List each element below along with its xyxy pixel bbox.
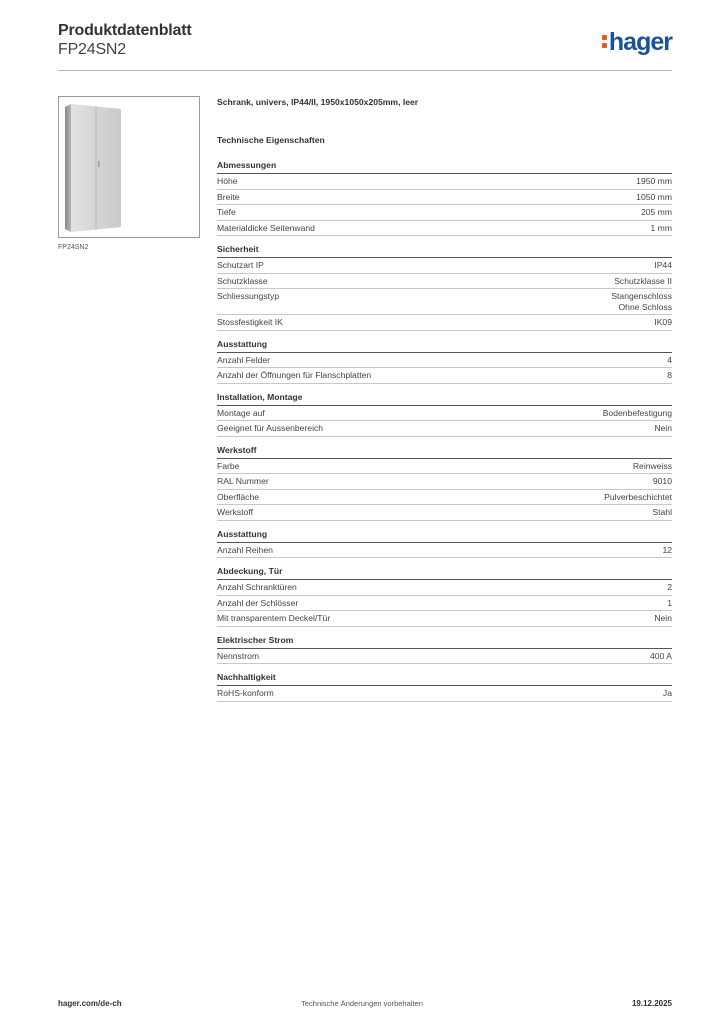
property-value-line: 1950 mm <box>636 176 672 186</box>
section-title: Sicherheit <box>217 244 672 258</box>
property-value <box>653 476 672 487</box>
property-value-line: Nein <box>654 613 672 623</box>
property-row <box>217 190 672 206</box>
property-value <box>641 207 672 218</box>
property-value <box>654 423 672 434</box>
property-value <box>667 582 672 593</box>
property-row <box>217 368 672 384</box>
footer-website: hager.com/de-ch <box>58 999 122 1008</box>
property-value-line: IP44 <box>654 260 672 270</box>
property-value <box>663 688 672 699</box>
property-row <box>217 315 672 331</box>
property-row <box>217 258 672 274</box>
property-value-line: 1 mm <box>650 222 672 233</box>
property-value <box>652 507 672 518</box>
section-title: Nachhaltigkeit <box>217 672 672 686</box>
property-label: RoHS-konform <box>217 688 274 698</box>
property-label: Breite <box>217 191 240 202</box>
property-section <box>217 445 672 521</box>
property-value <box>662 545 672 556</box>
property-label: RAL Nummer <box>217 476 269 486</box>
property-sections <box>217 160 672 702</box>
property-value <box>654 613 672 624</box>
property-value-line: Schutzklasse II <box>614 275 672 286</box>
property-value <box>654 317 672 328</box>
property-label: Schliessungstyp <box>217 291 280 301</box>
property-value <box>614 276 672 287</box>
property-value-line: Stangenschloss <box>611 291 672 301</box>
hager-logo <box>602 28 672 57</box>
property-section <box>217 529 672 559</box>
property-value-line: 12 <box>662 544 672 555</box>
property-value <box>651 223 672 234</box>
property-label: Werkstoff <box>217 507 253 517</box>
property-value <box>667 355 672 366</box>
property-row <box>217 686 672 702</box>
property-value <box>611 291 672 312</box>
property-value <box>667 598 672 609</box>
technical-properties-title: Technische Eigenschaften <box>217 135 325 145</box>
property-label: Stossfestigkeit IK <box>217 317 283 327</box>
property-row <box>217 580 672 596</box>
section-title: Ausstattung <box>217 529 672 543</box>
product-details <box>217 97 672 710</box>
property-value-line: 400 A <box>650 650 672 661</box>
section-title: Ausstattung <box>217 339 672 353</box>
property-section <box>217 244 672 331</box>
section-title: Elektrischer Strom <box>217 635 672 649</box>
property-value-line: 4 <box>667 354 672 365</box>
property-value-line: 1 <box>667 597 672 608</box>
property-label: Tiefe <box>217 207 236 217</box>
property-section <box>217 339 672 384</box>
property-label: Höhe <box>217 176 238 186</box>
property-value-line: Pulverbeschichtet <box>604 491 672 502</box>
property-row <box>217 490 672 506</box>
property-row <box>217 611 672 627</box>
property-value <box>636 192 672 203</box>
logo-dots-icon <box>602 33 607 50</box>
section-title: Abmessungen <box>217 160 672 174</box>
property-row <box>217 205 672 221</box>
property-row <box>217 353 672 369</box>
property-value <box>636 176 672 187</box>
property-label: Geeignet für Aussenbereich <box>217 423 324 433</box>
property-label: Anzahl Schranktüren <box>217 582 297 592</box>
image-caption: FP24SN2 <box>58 244 89 251</box>
property-value-line: Nein <box>654 423 672 433</box>
property-value-line: IK09 <box>654 317 672 327</box>
property-label: Anzahl Felder <box>217 354 271 365</box>
property-label: Montage auf <box>217 407 265 418</box>
property-row <box>217 505 672 521</box>
section-title: Abdeckung, Tür <box>217 566 672 580</box>
property-value <box>654 260 672 271</box>
section-title: Werkstoff <box>217 445 672 459</box>
property-section <box>217 392 672 437</box>
property-row <box>217 221 672 237</box>
property-row <box>217 174 672 190</box>
property-label: Schutzart IP <box>217 260 264 270</box>
page-header <box>58 22 672 71</box>
property-label: Nennstrom <box>217 650 260 661</box>
product-description: Schrank, univers, IP44/II, 1950x1050x205mm, leer <box>217 97 419 107</box>
property-value <box>633 461 672 472</box>
logo-text: hager <box>608 28 672 56</box>
property-value-line: 1050 mm <box>636 191 672 202</box>
property-row <box>217 274 672 290</box>
property-label: Anzahl der Öffnungen für Flanschplatten <box>217 370 372 380</box>
property-value-line: Ohne Schloss <box>618 301 672 312</box>
footer-note: Technische Änderungen vorbehalten <box>301 999 423 1008</box>
property-row <box>217 421 672 437</box>
property-value-line: 9010 <box>652 476 672 486</box>
property-value-line: Bodenbefestigung <box>602 407 672 418</box>
property-row <box>217 596 672 612</box>
property-label: Schutzklasse <box>217 275 268 286</box>
property-row <box>217 543 672 559</box>
section-title: Installation, Montage <box>217 392 672 406</box>
property-label: Oberfläche <box>217 491 260 502</box>
property-section <box>217 160 672 236</box>
property-section <box>217 566 672 627</box>
property-row <box>217 474 672 490</box>
property-value-line: 8 <box>667 370 672 380</box>
cabinet-image <box>65 103 121 233</box>
property-value-line: 205 mm <box>640 207 672 217</box>
property-label: Anzahl der Schlösser <box>217 597 299 608</box>
property-label: Mit transparentem Deckel/Tür <box>217 613 331 623</box>
property-value <box>650 651 672 662</box>
property-label: Materialdicke Seitenwand <box>217 222 315 233</box>
property-value-line: 2 <box>667 582 672 592</box>
footer-date: 19.12.2025 <box>631 999 672 1008</box>
property-row <box>217 459 672 475</box>
property-value-line: Stahl <box>652 507 672 517</box>
property-value <box>603 408 672 419</box>
property-value-line: Reinweiss <box>632 460 672 471</box>
property-row <box>217 649 672 665</box>
document-title: Produktdatenblatt <box>58 22 192 39</box>
property-label: Farbe <box>217 460 240 471</box>
property-section <box>217 672 672 702</box>
product-image-frame <box>58 96 200 238</box>
property-row <box>217 289 672 315</box>
property-row <box>217 406 672 422</box>
property-section <box>217 635 672 665</box>
property-label: Anzahl Reihen <box>217 544 273 555</box>
property-value <box>604 492 672 503</box>
property-value-line: Ja <box>662 688 672 698</box>
product-code: FP24SN2 <box>58 41 126 58</box>
property-value <box>667 370 672 381</box>
